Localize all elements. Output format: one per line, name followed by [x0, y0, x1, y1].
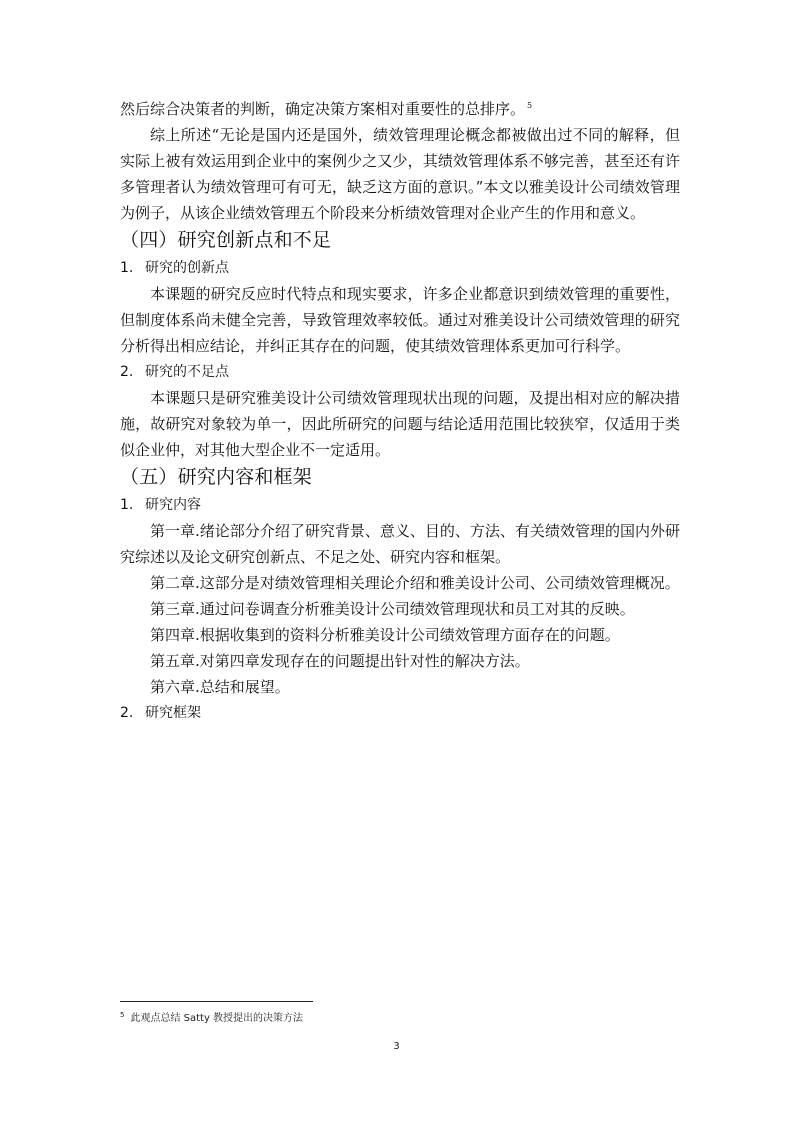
- subheading-shortcomings: [120, 359, 680, 385]
- subheading-title: 研究框架: [145, 705, 201, 721]
- subheading-number: 1.: [120, 260, 134, 276]
- footnote-separator: [120, 1001, 313, 1002]
- footnote-text: 此观点总结 Satty 教授提出的决策方法: [130, 1013, 304, 1024]
- chapter-1-description: 第一章.绪论部分介绍了研究背景、意义、目的、方法、有关绩效管理的国内外研究综述以及论文研究创新点、不足之处、研究内容和框架。: [120, 522, 680, 566]
- subheading-innovation: [120, 255, 680, 281]
- page-number: 3: [393, 1041, 400, 1052]
- subheading-framework: [120, 700, 680, 726]
- subheading-number: 1.: [120, 497, 134, 513]
- paragraph-text: 然后综合决策者的判断，确定决策方案相对重要性的总排序。: [120, 100, 526, 118]
- chapter-4-description: 第四章.根据收集到的资料分析雅美设计公司绩效管理方面存在的问题。: [150, 626, 620, 644]
- paragraph-shortcomings: 本课题只是研究雅美设计公司绩效管理现状出现的问题，及提出相对应的解决措施，故研究对象较为单一，因此所研究的问题与结论适用范围比较狭窄，仅适用于类似企业仲，对其他大型企业不一定适用。: [120, 389, 680, 459]
- footnote: [120, 1012, 303, 1026]
- chapter-2-description: 第二章.这部分是对绩效管理相关理论介绍和雅美设计公司、公司绩效管理概况。: [150, 574, 680, 592]
- section-heading-4: （四）研究创新点和不足: [120, 229, 332, 251]
- subheading-title: 研究的创新点: [145, 260, 229, 276]
- subheading-number: 2.: [120, 364, 134, 380]
- footnote-mark: 5: [120, 1010, 125, 1019]
- subheading-content: [120, 492, 680, 518]
- paragraph-innovation: 本课题的研究反应时代特点和现实要求，许多企业都意识到绩效管理的重要性，但制度体系尚未健全完善，导致管理效率较低。通过对雅美设计公司绩效管理的研究分析得出相应结论，并纠正其存在的问题，使其绩效管理体系更加可行科学。: [120, 285, 680, 355]
- chapter-6-description: 第六章.总结和展望。: [150, 678, 290, 696]
- body-content: [120, 96, 680, 726]
- paragraph-continuation: [120, 96, 680, 122]
- subheading-title: 研究的不足点: [145, 364, 229, 380]
- paragraph-summary: 综上所述“无论是国内还是国外，绩效管理理论概念都被做出过不同的解释，但实际上被有效运用到企业中的案例少之又少，其绩效管理体系不够完善，甚至还有许多管理者认为绩效管理可有可无，缺乏这方面的意识。”本文以雅美设计公司绩效管理为例子，从该企业绩效管理五个阶段来分析绩效管理对企业产生的作用和意义。: [120, 126, 680, 222]
- chapter-5-description: 第五章.对第四章发现存在的问题提出针对性的解决方法。: [150, 652, 530, 670]
- chapter-3-description: 第三章.通过问卷调查分析雅美设计公司绩效管理现状和员工对其的反映。: [150, 600, 635, 618]
- subheading-number: 2.: [120, 705, 134, 721]
- section-heading-5: （五）研究内容和框架: [120, 466, 313, 488]
- subheading-title: 研究内容: [145, 497, 201, 513]
- footnote-reference: 5: [527, 101, 533, 110]
